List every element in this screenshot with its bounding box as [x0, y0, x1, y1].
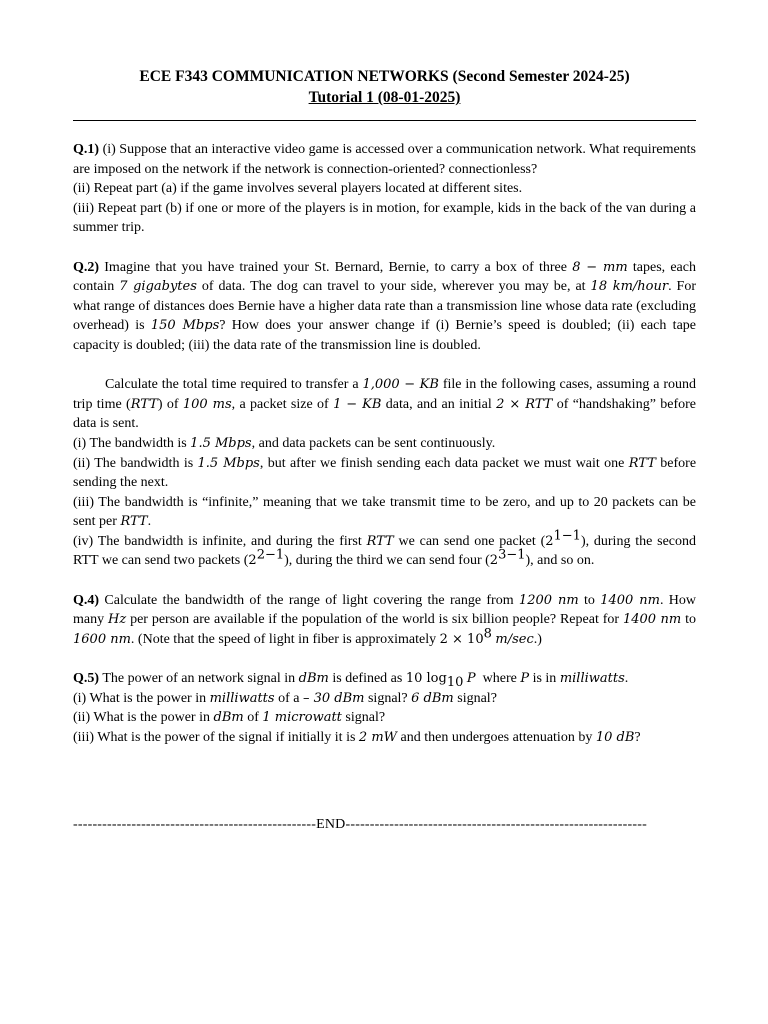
document-page	[73, 66, 696, 747]
question-5-intro: Q.5) The power of an network signal in dBm is defined as 10 $\log_{10} P$ where P is in milliwatts.	[73, 671, 629, 690]
question-5	[73, 669, 696, 747]
question-3-intro: Calculate the total time required to transfer a 1,000 − KB file in the following cases, assuming a round trip time (RTT) of 100 ms, a packet size of 1 − KB data, and an initial 2 × RTT of “handshaking” before data is sent.	[73, 377, 697, 432]
header-divider	[73, 120, 696, 121]
question-1-part-ii: (ii) Repeat part (a) if the game involves several players located at different sites.	[73, 181, 523, 197]
course-title: ECE F343 COMMUNICATION NETWORKS (Second Semester 2024-25)	[139, 68, 630, 85]
question-2-label: Q.2)	[73, 259, 100, 275]
question-4: Q.4) Calculate the bandwidth of the range of light covering the range from 1200 nm to 1400 nm. How many Hz per person are available if the population of the world is six billion people? Repeat for 1400 nm to 1600 nm. (Note that the speed of light in fiber is approximately $2 \times 10^8$ m/sec.)	[73, 592, 697, 647]
question-3-part-ii: (ii) The bandwidth is 1.5 Mbps, but after we finish sending each data packet we must wait one RTT before sending the next.	[73, 455, 697, 491]
question-1-label: Q.1)	[73, 142, 100, 157]
math-dog-speed: 18 km/hour	[590, 279, 669, 295]
question-3	[73, 375, 696, 571]
question-1	[73, 140, 696, 238]
math-line-rate: 150 Mbps	[150, 318, 220, 334]
question-3-part-iii: (iii) The bandwidth is “infinite,” meaning that we take transmit time to be zero, and up to 20 packets can be sent per RTT.	[73, 494, 696, 530]
end-marker: --------------------------------------------------END--------------------------------------------------------------	[73, 817, 647, 832]
math-tape-capacity: 7 gigabytes	[119, 279, 197, 295]
question-4-label: Q.4)	[73, 592, 100, 608]
question-2: Q.2) Imagine that you have trained your St. Bernard, Bernie, to carry a box of three 8 − mm tapes, each contain 7 gigabytes of data. The dog can travel to your side, wherever you may be, at 18 km/hour. For what range of distances does Bernie have a higher data rate than a transmission line whose data rate (excluding overhead) is 150 Mbps? How does your answer change if (i) Bernie’s speed is doubled; (ii) each tape capacity is doubled; (iii) the data rate of the transmission line is doubled.	[73, 259, 697, 353]
question-1-part-iii: (iii) Repeat part (b) if one or more of the players is in motion, for example, kids in the back of the van during a summer trip.	[73, 200, 696, 236]
question-1-part-i: Q.1) (i) Suppose that an interactive video game is accessed over a communication network. What requirements are imposed on the network if the network is connection-oriented? connectionless?	[73, 142, 697, 177]
question-3-part-iv: (iv) The bandwidth is infinite, and during the first RTT we can send one packet $(2^{1-1})$, during the second RTT we can send two packets $(2^{2-1})$, during the third we can send four $(2^{3-1})$, and so on.	[73, 528, 696, 569]
math-tape-size: 8 − mm	[572, 259, 628, 275]
tutorial-title: Tutorial 1 (08-01-2025)	[308, 89, 461, 106]
header	[73, 66, 696, 108]
question-3-part-i: (i) The bandwidth is 1.5 Mbps, and data packets can be sent continuously.	[73, 435, 496, 451]
question-5-part-iii: (iii) What is the power of the signal if initially it is 2 mW and then undergoes attenuation by 10 dB?	[73, 729, 641, 745]
question-5-label: Q.5)	[73, 671, 100, 687]
questions	[73, 140, 696, 747]
question-5-part-i: (i) What is the power in milliwatts of a – 30 dBm signal? 6 dBm signal?	[73, 690, 497, 706]
question-5-part-ii: (ii) What is the power in dBm of 1 microwatt signal?	[73, 710, 386, 726]
